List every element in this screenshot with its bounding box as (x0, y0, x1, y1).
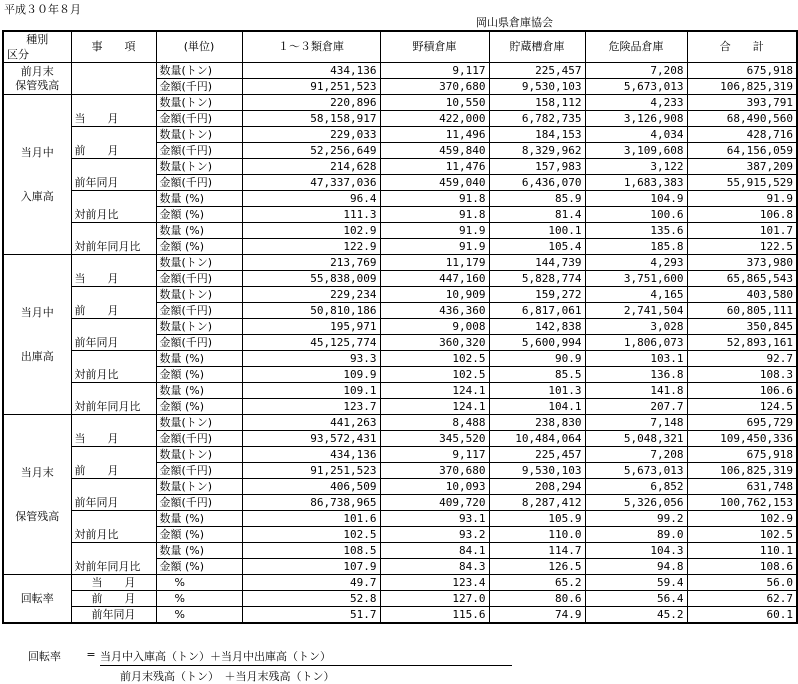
header-total: 合 計 (687, 31, 797, 63)
value-cell: 8,488 (380, 415, 489, 431)
header-item: 事 項 (71, 31, 156, 63)
value-cell: 459,840 (380, 143, 489, 159)
value-cell: 93.2 (380, 527, 489, 543)
unit-cell: 数量 (%) (156, 543, 242, 559)
value-cell: 434,136 (242, 63, 380, 79)
value-cell: 92.7 (687, 351, 797, 367)
unit-cell: 数量 (%) (156, 511, 242, 527)
value-cell: 107.9 (242, 559, 380, 575)
unit-cell: % (156, 575, 242, 591)
value-cell: 11,179 (380, 255, 489, 271)
category-shipments-line1: 当月中 (20, 305, 54, 319)
value-cell: 106,825,319 (687, 463, 797, 479)
category-shipments (3, 255, 71, 415)
category-month-end-balance (3, 415, 71, 575)
value-cell: 65,865,543 (687, 271, 797, 287)
value-cell: 49.7 (242, 575, 380, 591)
value-cell: 110.1 (687, 543, 797, 559)
value-cell: 91.9 (687, 191, 797, 207)
value-cell: 110.0 (489, 527, 585, 543)
value-cell: 58,158,917 (242, 111, 380, 127)
value-cell: 3,122 (585, 159, 687, 175)
value-cell: 229,234 (242, 287, 380, 303)
value-cell: 434,136 (242, 447, 380, 463)
value-cell: 3,126,908 (585, 111, 687, 127)
value-cell: 8,329,962 (489, 143, 585, 159)
unit-cell: 数量(トン) (156, 95, 242, 111)
value-cell: 11,496 (380, 127, 489, 143)
value-cell: 387,209 (687, 159, 797, 175)
value-cell: 84.1 (380, 543, 489, 559)
table-row (3, 319, 797, 335)
unit-cell: 金額 (%) (156, 367, 242, 383)
table-row (3, 415, 797, 431)
unit-cell: 金額(千円) (156, 79, 242, 95)
value-cell: 214,628 (242, 159, 380, 175)
value-cell: 93,572,431 (242, 431, 380, 447)
value-cell: 5,048,321 (585, 431, 687, 447)
value-cell: 85.9 (489, 191, 585, 207)
value-cell: 114.7 (489, 543, 585, 559)
value-cell: 373,980 (687, 255, 797, 271)
value-cell: 10,909 (380, 287, 489, 303)
table-row (3, 223, 797, 239)
value-cell: 428,716 (687, 127, 797, 143)
value-cell: 52,256,649 (242, 143, 380, 159)
value-cell: 51.7 (242, 607, 380, 624)
page-title: 平成３０年８月 (4, 3, 81, 16)
item-cell: 前年同月 (71, 607, 156, 624)
value-cell: 5,673,013 (585, 463, 687, 479)
item-cell: 対前月比 (71, 351, 156, 383)
header-category-top: 種別 (26, 33, 49, 46)
formula-numerator: 当月中入庫高（トン）＋当月中出庫高（トン） (100, 648, 512, 666)
unit-cell: 金額(千円) (156, 175, 242, 191)
table-row (3, 479, 797, 495)
value-cell: 56.4 (585, 591, 687, 607)
value-cell: 111.3 (242, 207, 380, 223)
item-cell: 当 月 (71, 575, 156, 591)
unit-cell: 金額(千円) (156, 463, 242, 479)
value-cell: 1,683,383 (585, 175, 687, 191)
header-open-yard: 野積倉庫 (380, 31, 489, 63)
value-cell: 45,125,774 (242, 335, 380, 351)
value-cell: 229,033 (242, 127, 380, 143)
value-cell: 100.6 (585, 207, 687, 223)
value-cell: 106.8 (687, 207, 797, 223)
category-month-end-balance-line1: 当月末 (20, 465, 54, 479)
value-cell: 158,112 (489, 95, 585, 111)
value-cell: 85.5 (489, 367, 585, 383)
value-cell: 91,251,523 (242, 79, 380, 95)
unit-cell: 数量(トン) (156, 127, 242, 143)
value-cell: 81.4 (489, 207, 585, 223)
value-cell: 5,326,056 (585, 495, 687, 511)
value-cell: 93.1 (380, 511, 489, 527)
value-cell: 105.9 (489, 511, 585, 527)
item-cell: 前年同月 (71, 319, 156, 351)
table-body (3, 31, 797, 623)
value-cell: 102.9 (687, 511, 797, 527)
unit-cell: 数量(トン) (156, 447, 242, 463)
value-cell: 96.4 (242, 191, 380, 207)
value-cell: 4,165 (585, 287, 687, 303)
value-cell: 65.2 (489, 575, 585, 591)
value-cell: 1,806,073 (585, 335, 687, 351)
unit-cell: 数量(トン) (156, 479, 242, 495)
value-cell: 84.3 (380, 559, 489, 575)
value-cell: 109.9 (242, 367, 380, 383)
value-cell: 101.6 (242, 511, 380, 527)
category-receipts-line1: 当月中 (20, 145, 54, 159)
category-month-end-balance-line2: 保管残高 (15, 509, 60, 523)
unit-cell: 金額 (%) (156, 527, 242, 543)
value-cell: 6,852 (585, 479, 687, 495)
value-cell: 5,673,013 (585, 79, 687, 95)
value-cell: 108.6 (687, 559, 797, 575)
unit-cell: % (156, 607, 242, 624)
value-cell: 124.5 (687, 399, 797, 415)
header-category-bottom: 区分 (7, 48, 29, 61)
table-row (3, 607, 797, 624)
value-cell: 11,476 (380, 159, 489, 175)
value-cell: 370,680 (380, 79, 489, 95)
value-cell: 441,263 (242, 415, 380, 431)
item-cell: 前年同月 (71, 479, 156, 511)
unit-cell: 金額 (%) (156, 399, 242, 415)
unit-cell: 金額(千円) (156, 111, 242, 127)
value-cell: 101.3 (489, 383, 585, 399)
value-cell: 91,251,523 (242, 463, 380, 479)
value-cell: 225,457 (489, 63, 585, 79)
unit-cell: 数量 (%) (156, 383, 242, 399)
table-row (3, 511, 797, 527)
value-cell: 185.8 (585, 239, 687, 255)
value-cell: 90.9 (489, 351, 585, 367)
value-cell: 105.4 (489, 239, 585, 255)
unit-cell: 数量 (%) (156, 223, 242, 239)
value-cell: 436,360 (380, 303, 489, 319)
item-cell: 前 月 (71, 447, 156, 479)
table-row (3, 127, 797, 143)
value-cell: 10,484,064 (489, 431, 585, 447)
item-cell: 対前月比 (71, 511, 156, 543)
value-cell: 422,000 (380, 111, 489, 127)
value-cell: 3,109,608 (585, 143, 687, 159)
value-cell: 10,093 (380, 479, 489, 495)
formula-label: 回転率 (28, 650, 61, 663)
value-cell: 68,490,560 (687, 111, 797, 127)
value-cell: 142,838 (489, 319, 585, 335)
value-cell: 7,208 (585, 447, 687, 463)
unit-cell: 金額(千円) (156, 431, 242, 447)
value-cell: 108.3 (687, 367, 797, 383)
value-cell: 9,117 (380, 447, 489, 463)
value-cell: 99.2 (585, 511, 687, 527)
category-prev-month-end-line1: 前月末 (20, 64, 54, 78)
value-cell: 115.6 (380, 607, 489, 624)
value-cell: 403,580 (687, 287, 797, 303)
unit-cell: 数量(トン) (156, 287, 242, 303)
value-cell: 631,748 (687, 479, 797, 495)
header-class-1-3: １～３類倉庫 (242, 31, 380, 63)
item-cell: 前 月 (71, 591, 156, 607)
value-cell: 7,208 (585, 63, 687, 79)
item-cell: 前 月 (71, 287, 156, 319)
unit-cell: 金額(千円) (156, 335, 242, 351)
value-cell: 9,530,103 (489, 463, 585, 479)
category-prev-month-end-line2: 保管残高 (15, 78, 60, 92)
value-cell: 4,233 (585, 95, 687, 111)
value-cell: 89.0 (585, 527, 687, 543)
value-cell: 675,918 (687, 447, 797, 463)
value-cell: 9,008 (380, 319, 489, 335)
value-cell: 370,680 (380, 463, 489, 479)
unit-cell: % (156, 591, 242, 607)
value-cell: 238,830 (489, 415, 585, 431)
value-cell: 50,810,186 (242, 303, 380, 319)
warehouse-statistics-table (2, 30, 798, 624)
table-row (3, 543, 797, 559)
value-cell: 122.9 (242, 239, 380, 255)
unit-cell: 金額 (%) (156, 207, 242, 223)
item-cell: 当 月 (71, 415, 156, 447)
value-cell: 104.9 (585, 191, 687, 207)
item-cell: 前 月 (71, 127, 156, 159)
category-receipts-line2: 入庫高 (20, 189, 54, 203)
value-cell: 86,738,965 (242, 495, 380, 511)
value-cell: 74.9 (489, 607, 585, 624)
value-cell: 102.5 (242, 527, 380, 543)
value-cell: 59.4 (585, 575, 687, 591)
value-cell: 108.5 (242, 543, 380, 559)
value-cell: 208,294 (489, 479, 585, 495)
value-cell: 60,805,111 (687, 303, 797, 319)
value-cell: 159,272 (489, 287, 585, 303)
value-cell: 144,739 (489, 255, 585, 271)
value-cell: 225,457 (489, 447, 585, 463)
value-cell: 8,287,412 (489, 495, 585, 511)
value-cell: 393,791 (687, 95, 797, 111)
value-cell: 350,845 (687, 319, 797, 335)
value-cell: 3,751,600 (585, 271, 687, 287)
value-cell: 360,320 (380, 335, 489, 351)
value-cell: 91.8 (380, 191, 489, 207)
value-cell: 127.0 (380, 591, 489, 607)
value-cell: 123.7 (242, 399, 380, 415)
unit-cell: 数量(トン) (156, 63, 242, 79)
header-hazardous: 危険品倉庫 (585, 31, 687, 63)
table-row (3, 351, 797, 367)
value-cell: 213,769 (242, 255, 380, 271)
item-cell: 当 月 (71, 255, 156, 287)
value-cell: 94.8 (585, 559, 687, 575)
table-row (3, 447, 797, 463)
category-receipts (3, 95, 71, 255)
value-cell: 100,762,153 (687, 495, 797, 511)
value-cell: 9,117 (380, 63, 489, 79)
value-cell: 55,915,529 (687, 175, 797, 191)
value-cell: 124.1 (380, 399, 489, 415)
value-cell: 123.4 (380, 575, 489, 591)
value-cell: 409,720 (380, 495, 489, 511)
item-cell: 対前月比 (71, 191, 156, 223)
table-row (3, 287, 797, 303)
table-row (3, 95, 797, 111)
value-cell: 102.5 (687, 527, 797, 543)
value-cell: 56.0 (687, 575, 797, 591)
header-unit: (単位) (156, 31, 242, 63)
unit-cell: 数量(トン) (156, 319, 242, 335)
unit-cell: 数量 (%) (156, 351, 242, 367)
value-cell: 60.1 (687, 607, 797, 624)
value-cell: 45.2 (585, 607, 687, 624)
value-cell: 141.8 (585, 383, 687, 399)
value-cell: 5,600,994 (489, 335, 585, 351)
value-cell: 6,436,070 (489, 175, 585, 191)
unit-cell: 数量 (%) (156, 191, 242, 207)
unit-cell: 数量(トン) (156, 255, 242, 271)
unit-cell: 金額(千円) (156, 271, 242, 287)
value-cell: 55,838,009 (242, 271, 380, 287)
unit-cell: 金額 (%) (156, 559, 242, 575)
value-cell: 91.8 (380, 207, 489, 223)
value-cell: 3,028 (585, 319, 687, 335)
value-cell: 2,741,504 (585, 303, 687, 319)
value-cell: 126.5 (489, 559, 585, 575)
value-cell: 447,160 (380, 271, 489, 287)
value-cell: 675,918 (687, 63, 797, 79)
value-cell: 91.9 (380, 239, 489, 255)
unit-cell: 金額(千円) (156, 143, 242, 159)
header-row (3, 31, 797, 63)
value-cell: 220,896 (242, 95, 380, 111)
category-shipments-line2: 出庫高 (20, 349, 54, 363)
value-cell: 93.3 (242, 351, 380, 367)
value-cell: 103.1 (585, 351, 687, 367)
value-cell: 10,550 (380, 95, 489, 111)
value-cell: 157,983 (489, 159, 585, 175)
organization-name: 岡山県倉庫協会 (476, 16, 553, 29)
value-cell: 47,337,036 (242, 175, 380, 191)
value-cell: 136.8 (585, 367, 687, 383)
item-cell: 前年同月 (71, 159, 156, 191)
value-cell: 101.7 (687, 223, 797, 239)
table-row (3, 575, 797, 591)
item-cell (71, 63, 156, 95)
value-cell: 4,293 (585, 255, 687, 271)
value-cell: 104.3 (585, 543, 687, 559)
value-cell: 64,156,059 (687, 143, 797, 159)
value-cell: 102.9 (242, 223, 380, 239)
table-row (3, 191, 797, 207)
unit-cell: 金額(千円) (156, 303, 242, 319)
value-cell: 104.1 (489, 399, 585, 415)
value-cell: 6,782,735 (489, 111, 585, 127)
item-cell: 当 月 (71, 95, 156, 127)
category-prev-month-end (3, 63, 71, 95)
value-cell: 406,509 (242, 479, 380, 495)
value-cell: 9,530,103 (489, 79, 585, 95)
value-cell: 5,828,774 (489, 271, 585, 287)
formula-denominator: 前月末残高（トン） ＋当月末残高（トン） (120, 670, 335, 683)
category-turnover: 回転率 (3, 575, 71, 624)
formula-equals: = (86, 648, 96, 661)
table-row (3, 591, 797, 607)
table-row (3, 63, 797, 79)
table-row (3, 255, 797, 271)
table-row (3, 159, 797, 175)
value-cell: 62.7 (687, 591, 797, 607)
value-cell: 80.6 (489, 591, 585, 607)
header-category (3, 31, 71, 63)
value-cell: 106,825,319 (687, 79, 797, 95)
value-cell: 207.7 (585, 399, 687, 415)
value-cell: 6,817,061 (489, 303, 585, 319)
value-cell: 109,450,336 (687, 431, 797, 447)
item-cell: 対前年同月比 (71, 543, 156, 575)
value-cell: 102.5 (380, 351, 489, 367)
unit-cell: 金額(千円) (156, 495, 242, 511)
item-cell: 対前年同月比 (71, 223, 156, 255)
value-cell: 195,971 (242, 319, 380, 335)
value-cell: 52.8 (242, 591, 380, 607)
value-cell: 184,153 (489, 127, 585, 143)
value-cell: 345,520 (380, 431, 489, 447)
value-cell: 7,148 (585, 415, 687, 431)
value-cell: 122.5 (687, 239, 797, 255)
value-cell: 91.9 (380, 223, 489, 239)
value-cell: 109.1 (242, 383, 380, 399)
statistics-table-container (2, 30, 798, 624)
value-cell: 695,729 (687, 415, 797, 431)
header-silo: 貯蔵槽倉庫 (489, 31, 585, 63)
value-cell: 135.6 (585, 223, 687, 239)
value-cell: 102.5 (380, 367, 489, 383)
value-cell: 124.1 (380, 383, 489, 399)
table-row (3, 383, 797, 399)
unit-cell: 金額 (%) (156, 239, 242, 255)
unit-cell: 数量(トン) (156, 415, 242, 431)
value-cell: 459,040 (380, 175, 489, 191)
value-cell: 52,893,161 (687, 335, 797, 351)
value-cell: 106.6 (687, 383, 797, 399)
item-cell: 対前年同月比 (71, 383, 156, 415)
unit-cell: 数量(トン) (156, 159, 242, 175)
value-cell: 4,034 (585, 127, 687, 143)
value-cell: 100.1 (489, 223, 585, 239)
